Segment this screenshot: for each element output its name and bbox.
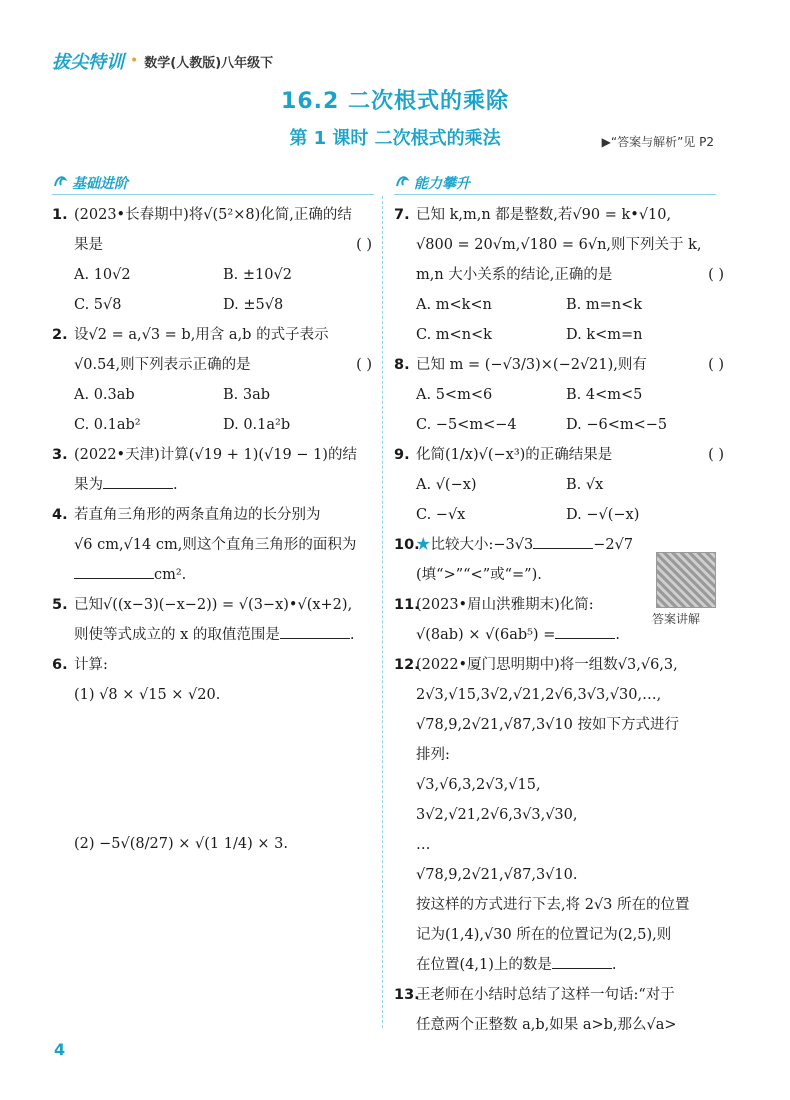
text-line (52, 350, 372, 380)
question-text: 比较大小:−3√3 (430, 537, 534, 553)
choice-option: B. 4<m<5 (566, 387, 643, 403)
text-line (52, 620, 372, 650)
choice-row (52, 260, 372, 290)
question-number: 12. (394, 657, 420, 673)
question-number: 1. (52, 207, 68, 223)
question-text: 排列: (416, 747, 450, 763)
question-text: √78,9,2√21,√87,3√10. (416, 867, 578, 883)
question-text: √800 = 20√m,√180 = 6√n,则下列关于 k, (416, 237, 702, 253)
question-text: √(8ab) × √(6ab⁵) = (416, 627, 556, 643)
answer-paren[interactable]: ( ) (708, 357, 724, 373)
left-column (52, 200, 372, 710)
text-line (394, 740, 724, 770)
question-text: (2023•眉山洪雅期末)化简: (416, 597, 594, 613)
choice-row (394, 410, 724, 440)
left-heading-text: 基础进阶 (72, 176, 128, 192)
answer-paren[interactable]: ( ) (356, 357, 372, 373)
question-text: 化简(1/x)√(−x³)的正确结果是 (416, 447, 613, 463)
choice-option: B. ±10√2 (223, 267, 292, 283)
header-brand (52, 48, 273, 74)
question-text: . (349, 627, 355, 643)
question-text: 2√3,√15,3√2,√21,2√6,3√3,√30,…, (416, 687, 662, 703)
right-column-heading (394, 170, 470, 196)
right-heading-line (394, 194, 716, 195)
brand-separator: • (130, 53, 139, 69)
choice-option: D. ±5√8 (223, 297, 284, 313)
question-number: 8. (394, 357, 410, 373)
answer-blank[interactable] (555, 621, 615, 639)
choice-row (52, 410, 372, 440)
text-line (52, 200, 372, 230)
choice-row (394, 500, 724, 530)
question-number: 5. (52, 597, 68, 613)
text-line (52, 230, 372, 260)
question-text: 果为 (74, 477, 103, 493)
question-text: 已知 m = (−√3/3)×(−2√21),则有 (416, 357, 647, 373)
text-line (394, 710, 724, 740)
text-line (52, 500, 372, 530)
text-line (394, 770, 724, 800)
question-text: −2√7 (593, 537, 634, 553)
question-text: (2022•厦门思明期中)将一组数√3,√6,3, (416, 657, 678, 673)
text-line (394, 440, 724, 470)
question-text: (2023•长春期中)将√(5²×8)化简,正确的结 (74, 207, 352, 223)
text-line (394, 800, 724, 830)
choice-option: A. √(−x) (416, 477, 477, 493)
question-number: 10. (394, 537, 420, 553)
answer-blank[interactable] (103, 471, 173, 489)
text-line (394, 260, 724, 290)
qr-code-image[interactable] (656, 552, 716, 608)
choice-row (394, 380, 724, 410)
section-title: 16.2 二次根式的乘除 (281, 89, 509, 114)
choice-option: C. 0.1ab² (74, 417, 141, 433)
question-text: 任意两个正整数 a,b,如果 a>b,那么√a> (416, 1017, 677, 1033)
column-divider (382, 196, 383, 1028)
question-text: 若直角三角形的两条直角边的长分别为 (74, 507, 321, 523)
choice-option: A. 0.3ab (74, 387, 135, 403)
text-line (394, 200, 724, 230)
left-heading-line (52, 194, 374, 195)
answer-blank[interactable] (74, 561, 154, 579)
question-text: √0.54,则下列表示正确的是 (74, 357, 251, 373)
text-line (52, 650, 372, 680)
question-number: 11. (394, 597, 420, 613)
answer-paren[interactable]: ( ) (708, 447, 724, 463)
swirl-icon (52, 173, 68, 193)
question-text: 设√2 = a,√3 = b,用含 a,b 的式子表示 (74, 327, 329, 343)
text-line (394, 350, 724, 380)
question-text: 在位置(4,1)上的数是 (416, 957, 552, 973)
question-text: 已知√((x−3)(−x−2)) = √(3−x)•√(x+2), (74, 597, 353, 613)
choice-row (394, 470, 724, 500)
text-line (394, 1010, 724, 1040)
choice-option: A. m<k<n (416, 297, 492, 313)
question-text: 果是 (74, 237, 103, 253)
text-line (52, 590, 372, 620)
question-text: √78,9,2√21,√87,3√10 按如下方式进行 (416, 717, 679, 733)
text-line (394, 680, 724, 710)
choice-row (394, 290, 724, 320)
question-number: 13. (394, 987, 420, 1003)
text-line (52, 320, 372, 350)
choice-option: D. −√(−x) (566, 507, 640, 523)
choice-option: B. √x (566, 477, 604, 493)
question-text: 按这样的方式进行下去,将 2√3 所在的位置 (416, 897, 690, 913)
choice-option: D. 0.1a²b (223, 417, 291, 433)
question-number: 3. (52, 447, 68, 463)
answer-blank[interactable] (552, 951, 612, 969)
question-6-part-2: (2) −5√(8/27) × √(1 1/4) × 3. (74, 836, 288, 852)
swirl-icon (394, 173, 410, 193)
question-text: 记为(1,4),√30 所在的位置记为(2,5),则 (416, 927, 672, 943)
question-text: 则使等式成立的 x 的取值范围是 (74, 627, 280, 643)
brand-logo: 拔尖特训 (52, 52, 124, 73)
text-line (394, 920, 724, 950)
choice-option: B. 3ab (223, 387, 271, 403)
question-number: 6. (52, 657, 68, 673)
question-text: . (173, 477, 178, 493)
question-text: 王老师在小结时总结了这样一句话:“对于 (416, 987, 675, 1003)
choice-option: C. 5√8 (74, 297, 122, 313)
text-line (52, 560, 372, 590)
question-text: √6 cm,√14 cm,则这个直角三角形的面积为 (74, 537, 357, 553)
right-heading-text: 能力攀升 (414, 176, 470, 192)
choice-option: B. m=n<k (566, 297, 643, 313)
question-text: m,n 大小关系的结论,正确的是 (416, 267, 613, 283)
lesson-title: 第 1 课时 二次根式的乘法 (289, 128, 501, 149)
choice-row (394, 320, 724, 350)
text-line (394, 950, 724, 980)
question-text: cm². (154, 567, 187, 583)
choice-option: A. 5<m<6 (416, 387, 493, 403)
choice-option: D. −6<m<−5 (566, 417, 668, 433)
choice-row (52, 380, 372, 410)
text-line (394, 860, 724, 890)
book-subtitle: 数学(人教版)八年级下 (144, 55, 274, 71)
left-column-heading (52, 170, 128, 196)
question-text: 3√2,√21,2√6,3√3,√30, (416, 807, 578, 823)
text-line (394, 980, 724, 1010)
text-line (394, 830, 724, 860)
choice-option: A. 10√2 (74, 267, 131, 283)
question-number: 2. (52, 327, 68, 343)
question-number: 4. (52, 507, 68, 523)
choice-option: C. −5<m<−4 (416, 417, 517, 433)
question-text: . (615, 627, 620, 643)
question-text: (填“>”“<”或“=”). (416, 567, 542, 583)
qr-label: 答案讲解 (652, 612, 701, 626)
choice-option: C. m<n<k (416, 327, 492, 343)
question-text: (2022•天津)计算(√19 + 1)(√19 − 1)的结 (74, 447, 357, 463)
question-number: 7. (394, 207, 410, 223)
question-text: . (611, 957, 617, 973)
text-line (394, 650, 724, 680)
question-text: (1) √8 × √15 × √20. (74, 687, 221, 703)
answer-blank[interactable] (280, 621, 350, 639)
text-line (52, 530, 372, 560)
text-line (394, 230, 724, 260)
answer-reference: ▶“答案与解析”见 P2 (601, 135, 714, 149)
answer-paren[interactable]: ( ) (356, 237, 372, 253)
text-line (52, 470, 372, 500)
star-icon: ★ (416, 537, 431, 553)
question-text: 计算: (74, 657, 108, 673)
question-text: 已知 k,m,n 都是整数,若√90 = k•√10, (416, 207, 672, 223)
text-line (394, 890, 724, 920)
question-text: √3,√6,3,2√3,√15, (416, 777, 541, 793)
question-number: 9. (394, 447, 410, 463)
answer-paren[interactable]: ( ) (708, 267, 724, 283)
choice-option: C. −√x (416, 507, 466, 523)
page-number: 4 (54, 1040, 66, 1059)
text-line (52, 440, 372, 470)
text-line (52, 680, 372, 710)
choice-option: D. k<m=n (566, 327, 643, 343)
choice-row (52, 290, 372, 320)
question-text: … (416, 837, 431, 853)
answer-blank[interactable] (533, 531, 593, 549)
